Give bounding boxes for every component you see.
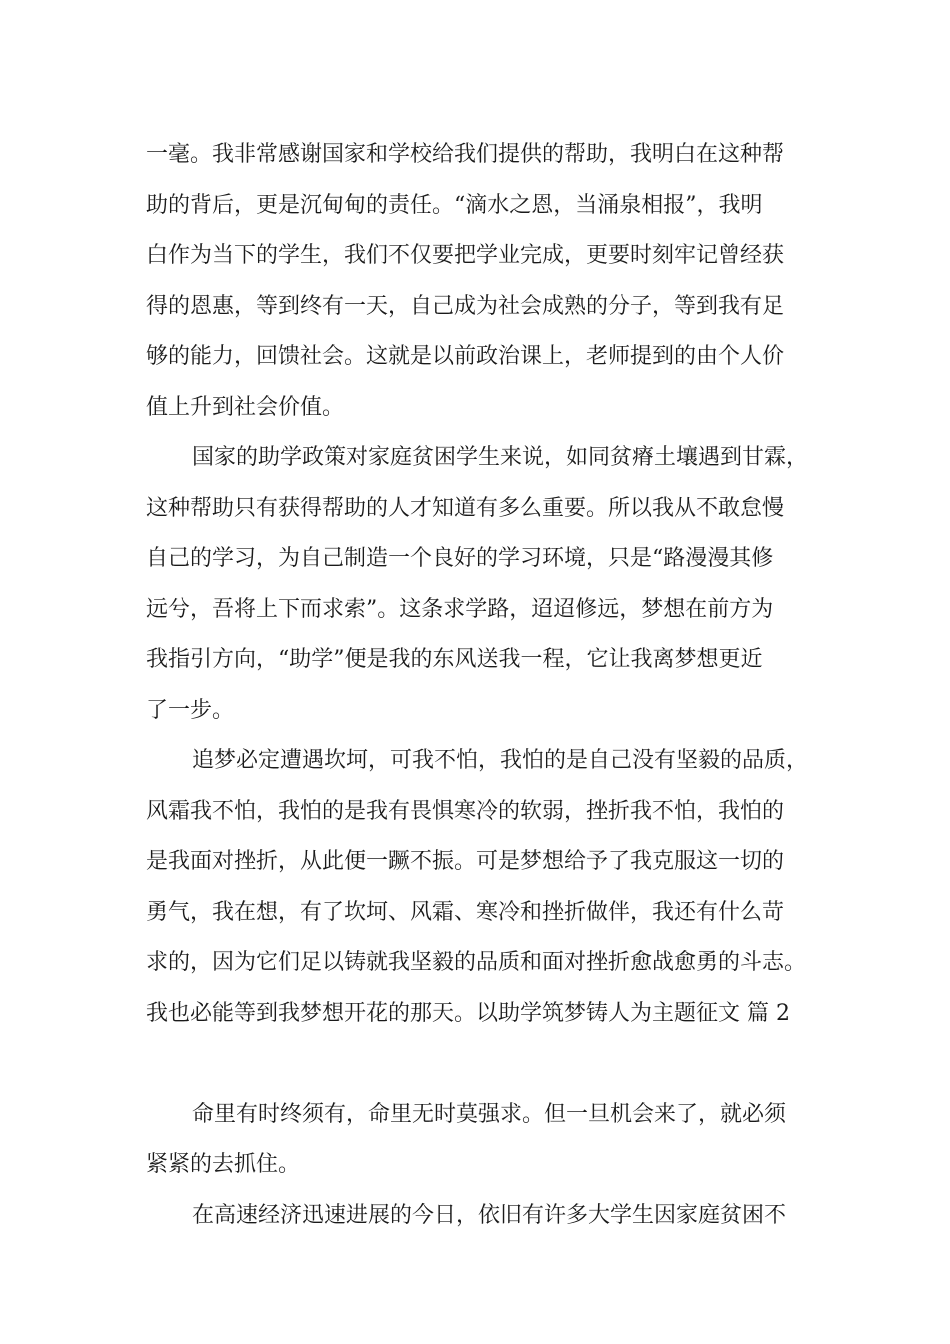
text-line: 自己的学习，为自己制造一个良好的学习环境，只是“路漫漫其修 (146, 546, 774, 571)
document-body (146, 130, 814, 1241)
text-line: 勇气，我在想，有了坎坷、风霜、寒冷和挫折做伴，我还有什么苛 (146, 899, 785, 925)
text-line: 一毫。我非常感谢国家和学校给我们提供的帮助，我明白在这种帮 (146, 142, 785, 167)
text-line: 是我面对挫折，从此便一蹶不振。可是梦想给予了我克服这一切的 (146, 849, 785, 874)
section-gap (146, 1039, 814, 1090)
text-line: 我指引方向，“助学”便是我的东风送我一程，它让我离梦想更近 (146, 647, 763, 672)
text-line: 得的恩惠，等到终有一天，自己成为社会成熟的分子，等到我有足 (146, 293, 785, 319)
paragraph-start-line: 命里有时终须有，命里无时莫强求。但一旦机会来了，就必须 (192, 1101, 787, 1127)
text-line: 求的，因为它们足以铸就我坚毅的品质和面对挫折愈战愈勇的斗志。 (146, 950, 807, 975)
text-line: 白作为当下的学生，我们不仅要把学业完成，更要时刻牢记曾经获 (146, 243, 785, 268)
text-line: 我也必能等到我梦想开花的那天。以助学筑梦铸人为主题征文 篇 2 (146, 1000, 790, 1026)
text-line: 紧紧的去抓住。 (146, 1152, 301, 1177)
text-line: 助的背后，更是沉甸甸的责任。“滴水之恩，当涌泉相报”，我明 (146, 192, 763, 218)
paragraph-start-line: 追梦必定遭遇坎坷，可我不怕，我怕的是自己没有坚毅的品质， (192, 748, 809, 773)
text-line: 风霜我不怕，我怕的是我有畏惧寒冷的软弱，挫折我不怕，我怕的 (146, 798, 785, 824)
paragraph-start-line: 在高速经济迅速进展的今日，依旧有许多大学生因家庭贫困不 (192, 1202, 787, 1228)
paragraph-start-line: 国家的助学政策对家庭贫困学生来说，如同贫瘠土壤遇到甘霖， (192, 445, 809, 470)
text-line: 这种帮助只有获得帮助的人才知道有多么重要。所以我从不敢怠慢 (146, 495, 785, 521)
text-line: 够的能力，回馈社会。这就是以前政治课上，老师提到的由个人价 (146, 344, 785, 369)
text-line: 值上升到社会价值。 (146, 394, 345, 420)
text-line: 了一步。 (146, 697, 235, 723)
text-line: 远兮，吾将上下而求索”。这条求学路，迢迢修远，梦想在前方为 (146, 596, 774, 622)
